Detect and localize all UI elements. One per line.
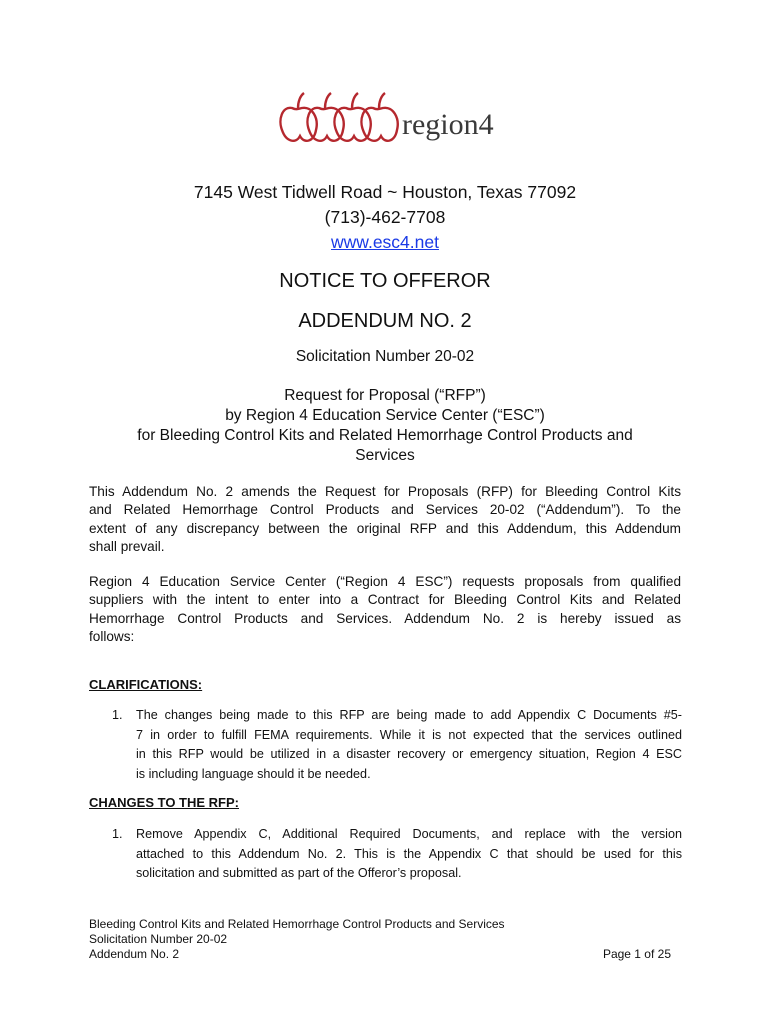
intro-paragraph bbox=[89, 483, 681, 557]
page-footer bbox=[89, 917, 681, 962]
website-link[interactable]: www.esc4.net bbox=[331, 232, 439, 252]
paragraph-line: extent of any discrepancy between the original RFP and this Addendum, this Addendum bbox=[89, 520, 681, 536]
region4-logo bbox=[278, 90, 498, 148]
addendum-title: ADDENDUM NO. 2 bbox=[298, 310, 472, 332]
paragraph-line: shall prevail. bbox=[89, 539, 165, 555]
logo-text: region4 bbox=[402, 108, 494, 141]
footer-line: Addendum No. 2 bbox=[89, 947, 180, 961]
solicitation-number: Solicitation Number 20-02 bbox=[295, 348, 475, 365]
item-line: attached to this Addendum No. 2. This is the Appendix C that should be used for this bbox=[136, 846, 682, 861]
paragraph-line: suppliers with the intent to enter into a Contract for Bleeding Control Kits and Related bbox=[89, 592, 681, 608]
item-number: 1. bbox=[112, 827, 123, 841]
item-line: Remove Appendix C, Additional Required Documents, and replace with the version bbox=[136, 827, 682, 841]
item-line: solicitation and submitted as part of the Offeror’s proposal. bbox=[136, 866, 462, 880]
item-line: The changes being made to this RFP are being made to add Appendix C Documents #5- bbox=[136, 708, 682, 722]
item-number: 1. bbox=[112, 708, 123, 722]
phone: (713)-462-7708 bbox=[324, 207, 446, 227]
item-line: is including language should it be needed. bbox=[136, 766, 371, 781]
purpose-paragraph bbox=[89, 573, 681, 647]
rfp-line: by Region 4 Education Service Center (“ESC”) bbox=[225, 407, 545, 424]
changes-heading: CHANGES TO THE RFP: bbox=[89, 795, 239, 810]
clarifications-heading: CLARIFICATIONS: bbox=[89, 677, 203, 692]
item-line: 7 in order to fulfill FEMA requirements. While it is not expected that the services outlined bbox=[136, 727, 682, 742]
apple-icon bbox=[361, 93, 397, 141]
rfp-line: Request for Proposal (“RFP”) bbox=[284, 387, 486, 404]
rfp-title-block bbox=[0, 386, 770, 466]
page-number: Page 1 of 25 bbox=[602, 947, 671, 961]
item-line: in this RFP would be utilized in a disaster recovery or emergency situation, Region 4 ESC bbox=[136, 747, 682, 761]
paragraph-line: and Related Hemorrhage Control Products and Services 20-02 (“Addendum”). To the bbox=[89, 502, 681, 518]
paragraph-line: This Addendum No. 2 amends the Request for Proposals (RFP) for Bleeding Control Kits bbox=[89, 484, 681, 499]
rfp-line: for Bleeding Control Kits and Related Hemorrhage Control Products and bbox=[137, 427, 633, 444]
footer-line: Bleeding Control Kits and Related Hemorrhage Control Products and Services bbox=[89, 917, 505, 931]
rfp-line: Services bbox=[355, 447, 415, 464]
paragraph-line: follows: bbox=[89, 629, 135, 645]
paragraph-line: Hemorrhage Control Products and Services. Addendum No. 2 is hereby issued as bbox=[89, 610, 681, 626]
paragraph-line: Region 4 Education Service Center (“Region 4 ESC”) requests proposals from qualified bbox=[89, 574, 681, 589]
address: 7145 West Tidwell Road ~ Houston, Texas 77092 bbox=[193, 182, 577, 202]
footer-line: Solicitation Number 20-02 bbox=[89, 932, 228, 946]
notice-title: NOTICE TO OFFEROR bbox=[279, 270, 491, 292]
